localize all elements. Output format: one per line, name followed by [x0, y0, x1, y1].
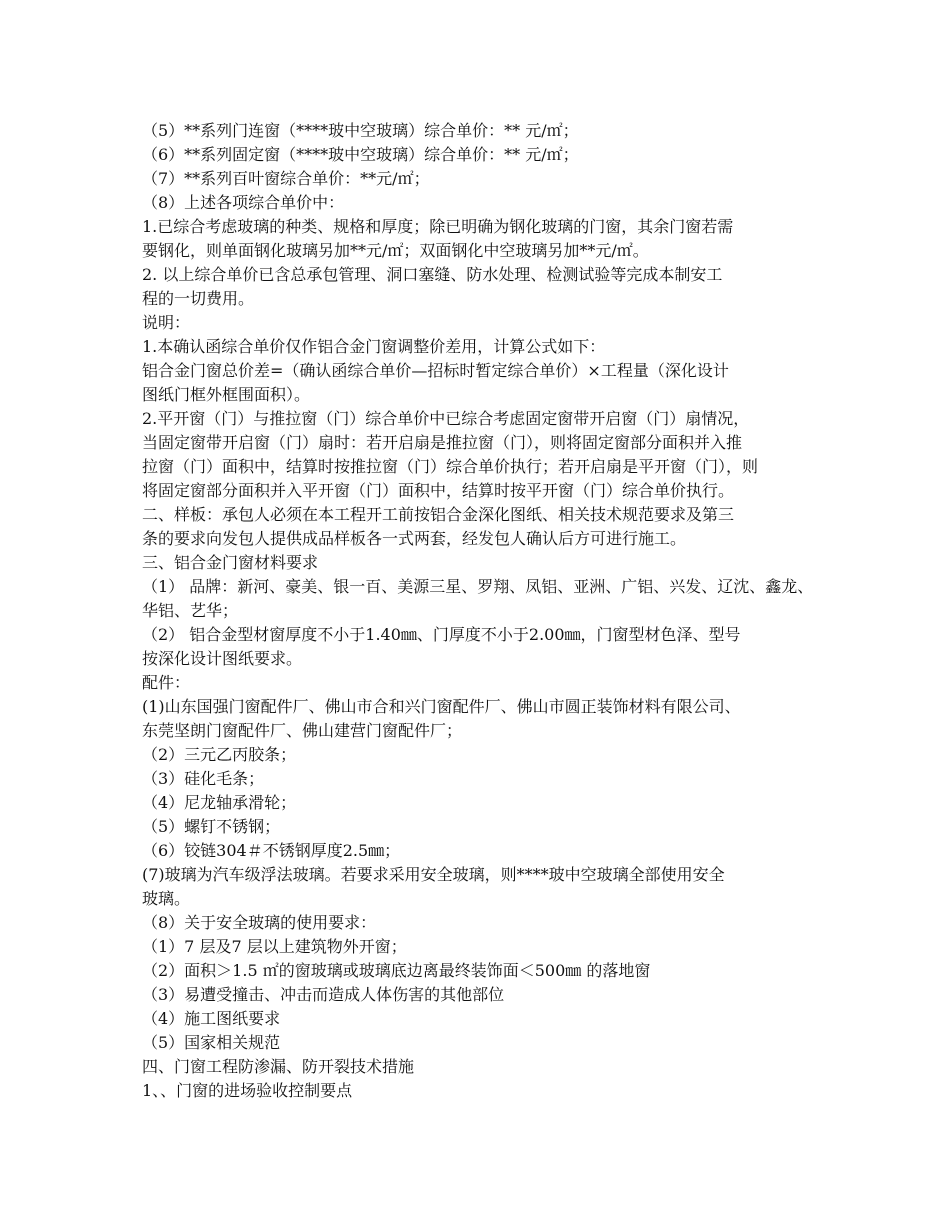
text-line: 1.本确认函综合单价仅作铝合金门窗调整价差用，计算公式如下： — [142, 337, 606, 356]
text-line: （2）面积＞1.5 ㎡的窗玻璃或玻璃底边离最终装饰面＜500㎜ 的落地窗 — [142, 961, 651, 980]
text-line: （6）铰链304＃不锈钢厚度2.5㎜； — [142, 841, 401, 860]
text-line: (1)山东国强门窗配件厂、佛山市合和兴门窗配件厂、佛山市圆正装饰材料有限公司、 — [142, 697, 741, 716]
text-line: （5）螺钉不锈钢； — [142, 817, 281, 836]
text-line: 铝合金门窗总价差=（确认函综合单价—招标时暂定综合单价）×工程量（深化设计 — [142, 361, 729, 380]
text-line: 图纸门框外框围面积）。 — [142, 385, 311, 404]
text-line: 要钢化，则单面钢化玻璃另加**元/㎡；双面钢化中空玻璃另加**元/㎡。 — [142, 241, 649, 260]
document-body — [142, 119, 832, 1103]
text-line: 三、铝合金门窗材料要求 — [142, 553, 319, 572]
text-line: 2.平开窗（门）与推拉窗（门）综合单价中已综合考虑固定窗带开启窗（门）扇情况， — [142, 409, 750, 428]
text-line: （5）**系列门连窗（****玻中空玻璃）综合单价：** 元/㎡； — [142, 121, 579, 140]
text-line: （6）**系列固定窗（****玻中空玻璃）综合单价：** 元/㎡； — [142, 145, 579, 164]
text-line: 将固定窗部分面积并入平开窗（门）面积中，结算时按平开窗（门）综合单价执行。 — [142, 481, 735, 500]
text-line: 按深化设计图纸要求。 — [142, 649, 303, 668]
text-line: 华铝、艺华； — [142, 601, 239, 620]
text-line: 拉窗（门）面积中，结算时按推拉窗（门）综合单价执行；若开启扇是平开窗（门），则 — [142, 457, 759, 476]
text-line: 二、样板：承包人必须在本工程开工前按铝合金深化图纸、相关技术规范要求及第三 — [142, 505, 735, 524]
text-line: （5）国家相关规范 — [142, 1033, 281, 1052]
text-line: （8）上述各项综合单价中： — [142, 193, 345, 212]
text-line: （1）7 层及7 层以上建筑物外开窗； — [142, 937, 407, 956]
text-line: （3）易遭受撞击、冲击而造成人体伤害的其他部位 — [142, 985, 505, 1004]
text-line: 说明： — [142, 313, 191, 332]
text-line: 1、、门窗的进场验收控制要点 — [142, 1081, 353, 1100]
text-line: 配件： — [142, 673, 191, 692]
text-line: （2） 铝合金型材窗厚度不小于1.40㎜、门厚度不小于2.00㎜，门窗型材色泽、型号 — [142, 625, 741, 644]
text-line: 东莞坚朗门窗配件厂、佛山建营门窗配件厂； — [142, 721, 463, 740]
text-line: 玻璃。 — [142, 889, 191, 908]
text-line: （7）**系列百叶窗综合单价：**元/㎡； — [142, 169, 430, 188]
text-line: 条的要求向发包人提供成品样板各一式两套，经发包人确认后方可进行施工。 — [142, 529, 687, 548]
text-line: （4）尼龙轴承滑轮； — [142, 793, 297, 812]
text-line: 程的一切费用。 — [142, 289, 255, 308]
text-line: （1） 品牌：新河、豪美、银一百、美源三星、罗翔、凤铝、亚洲、广铝、兴发、辽沈、鑫龙、 — [142, 577, 814, 596]
text-line: (7)玻璃为汽车级浮法玻璃。若要求采用安全玻璃，则****玻中空玻璃全部使用安全 — [142, 865, 725, 884]
text-line: （8）关于安全玻璃的使用要求： — [142, 913, 377, 932]
text-line: 当固定窗带开启窗（门）扇时：若开启扇是推拉窗（门），则将固定窗部分面积并入推 — [142, 433, 743, 452]
text-line: 1.已综合考虑玻璃的种类、规格和厚度；除已明确为钢化玻璃的门窗，其余门窗若需 — [142, 217, 734, 236]
text-line: （2）三元乙丙胶条； — [142, 745, 297, 764]
text-line: （4）施工图纸要求 — [142, 1009, 281, 1028]
text-line: （3）硅化毛条； — [142, 769, 265, 788]
text-line: 四、门窗工程防渗漏、防开裂技术措施 — [142, 1057, 415, 1076]
text-line: 2. 以上综合单价已含总承包管理、洞口塞缝、防水处理、检测试验等完成本制安工 — [142, 265, 723, 284]
